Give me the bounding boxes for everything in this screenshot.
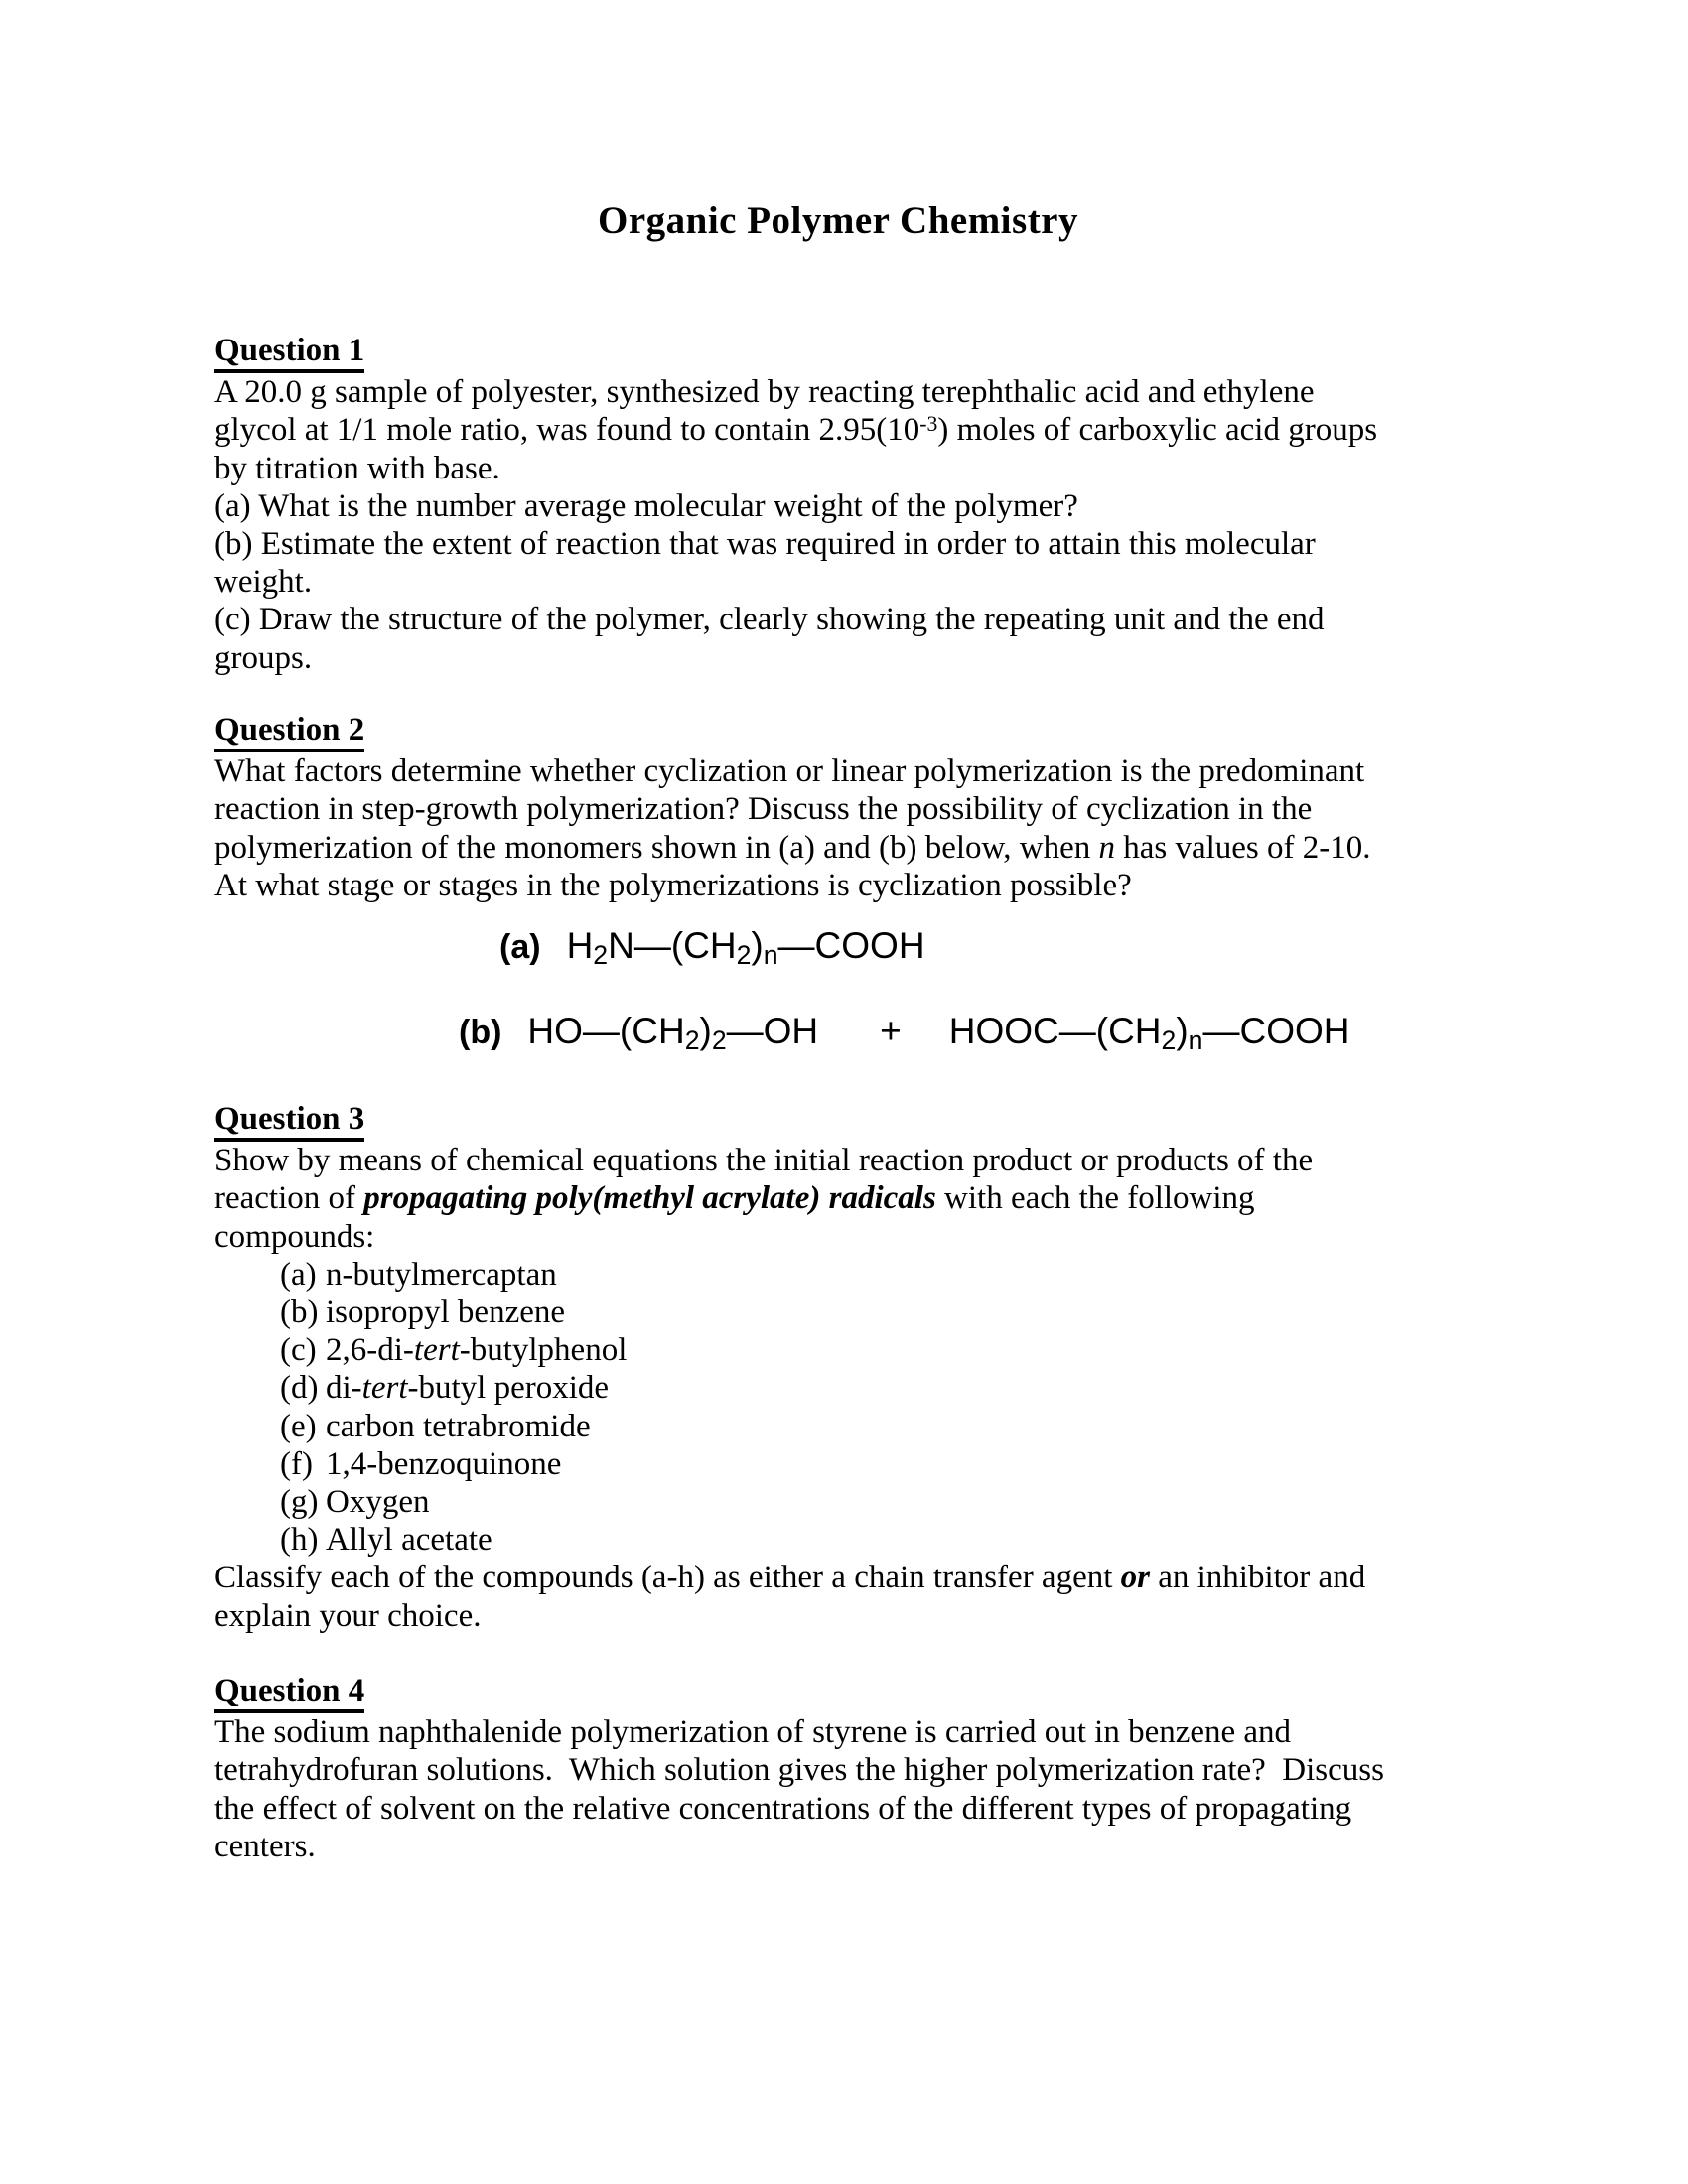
q3-closing-2: explain your choice. [214,1597,482,1634]
text-segment: polymerization of the monomers shown in (a) and (b) below, when [214,829,1099,866]
formula-b-row [459,1011,1350,1056]
question-2-heading: Question 2 [214,711,364,752]
q1-part-c-cont: groups. [214,639,313,676]
item-text [326,1294,565,1331]
formula-b-structure [527,1011,1350,1056]
item-text [326,1483,429,1521]
question-2-section [214,711,1505,904]
text-segment: carbon tetrabromide [326,1408,591,1444]
q2-line-2: reaction in step-growth polymerization? Discuss the possibility of cyclization in the [214,791,1313,828]
text-segment: Allyl acetate [326,1522,492,1559]
question-3-heading-row [214,1100,1505,1142]
plus-sign: + [880,1011,902,1051]
q3-closing-1 [214,1559,1505,1596]
question-3-heading: Question 3 [214,1100,364,1142]
q3-item-e [280,1408,1505,1445]
chem-subscript: 2 [684,1025,700,1056]
formula-a-structure [566,925,925,971]
q1-line-2 [214,411,1505,449]
text-segment: di- [326,1370,362,1407]
q3-item-f [280,1445,1505,1483]
item-label: (f) [280,1445,313,1482]
formula-b-label: (b) [459,1014,502,1051]
q2-line-4: At what stage or stages in the polymerizations is cyclization possible? [214,867,1132,903]
chem-subscript: n [1188,1025,1203,1056]
item-label: (c) [280,1332,317,1369]
q4-line-1: The sodium naphthalenide polymerization of styrene is carried out in benzene and [214,1714,1292,1751]
question-4-heading: Question 4 [214,1672,364,1713]
text-segment: n-butylmercaptan [326,1256,557,1293]
text-segment: isopropyl benzene [326,1295,566,1331]
text-segment: -butylphenol [459,1332,628,1369]
item-text [326,1521,492,1559]
question-2-heading-row [214,711,1505,752]
q1-part-b: (b) Estimate the extent of reaction that was required in order to attain this molecular [214,526,1316,563]
italic-segment: tert [413,1332,460,1369]
emphasized-phrase: propagating poly(methyl acrylate) radicals [363,1180,936,1217]
question-4-section [214,1672,1505,1865]
item-text [326,1445,561,1483]
text-segment: an inhibitor and [1149,1560,1366,1596]
question-1-heading-row [214,332,1505,373]
chem-subscript: 2 [736,940,752,971]
q3-line-3: compounds: [214,1218,375,1255]
item-label: (h) [280,1522,319,1559]
item-text [326,1369,609,1407]
question-4-heading-row [214,1672,1505,1713]
text-segment: 1,4-benzoquinone [326,1445,562,1482]
italic-segment: tert [361,1370,408,1407]
chem-segment: —COOH [777,925,925,966]
text-segment: reaction of [214,1180,364,1217]
text-segment: 2,6-di- [326,1332,414,1369]
chem-segment: —COOH [1202,1011,1350,1051]
item-label: (e) [280,1408,317,1444]
q3-line-2 [214,1179,1505,1217]
text-segment: with each the following [935,1180,1255,1217]
formula-a-row [499,925,925,971]
chem-segment: ) [1176,1011,1189,1051]
item-text [326,1408,591,1445]
item-label: (d) [280,1370,319,1407]
item-label: (g) [280,1484,319,1521]
text-segment: has values of 2-10. [1114,829,1371,866]
q3-line-1: Show by means of chemical equations the initial reaction product or products of the [214,1143,1314,1179]
q1-part-c: (c) Draw the structure of the polymer, clearly showing the repeating unit and the end [214,602,1325,638]
text-segment: Classify each of the compounds (a-h) as either a chain transfer agent [214,1560,1121,1596]
chem-segment: ) [699,1011,712,1051]
text-segment: ) moles of carboxylic acid groups [937,412,1378,449]
text-segment: glycol at 1/1 mole ratio, was found to contain 2.95(10 [214,412,920,449]
superscript-exponent: -3 [919,411,938,436]
item-text [326,1256,557,1294]
question-1-heading: Question 1 [214,332,364,373]
q1-part-a: (a) What is the number average molecular weight of the polymer? [214,487,1078,524]
chem-subscript: n [763,940,778,971]
chem-segment: HO—(CH [527,1011,685,1051]
q3-item-d [280,1369,1505,1407]
question-3-section [214,1100,1505,1635]
item-label: (a) [280,1256,317,1293]
formula-a-label: (a) [499,928,541,966]
q2-line-1: What factors determine whether cyclization or linear polymerization is the predominant [214,753,1365,790]
q3-item-b [280,1294,1505,1331]
q4-line-3: the effect of solvent on the relative concentrations of the different types of propagating [214,1790,1352,1827]
emphasized-or: or [1120,1560,1150,1596]
chem-segment: H [566,925,594,966]
item-text [326,1331,627,1369]
q3-item-h [280,1521,1505,1559]
item-label: (b) [280,1295,319,1331]
text-segment: -butyl peroxide [407,1370,610,1407]
document-title: Organic Polymer Chemistry [597,200,1078,242]
text-segment: Oxygen [326,1484,430,1521]
chem-subscript: 2 [1161,1025,1177,1056]
chem-subscript: 2 [711,1025,727,1056]
q2-line-3 [214,829,1505,867]
q1-line-1: A 20.0 g sample of polyester, synthesized by reacting terephthalic acid and ethylene [214,374,1315,411]
q3-item-c [280,1331,1505,1369]
q3-item-a [280,1256,1505,1294]
q1-part-b-cont: weight. [214,564,313,601]
q4-line-4: centers. [214,1828,316,1864]
chem-segment: ) [751,925,764,966]
chem-segment: N—(CH [608,925,737,966]
q3-item-g [280,1483,1505,1521]
q4-line-2: tetrahydrofuran solutions. Which solution gives the higher polymerization rate? Discuss [214,1752,1384,1789]
q1-line-3: by titration with base. [214,450,500,486]
italic-variable-n: n [1098,829,1115,866]
question-1-section [214,332,1505,677]
chem-segment: —OH [726,1011,819,1051]
chem-subscript: 2 [593,940,609,971]
chem-segment: HOOC—(CH [948,1011,1162,1051]
